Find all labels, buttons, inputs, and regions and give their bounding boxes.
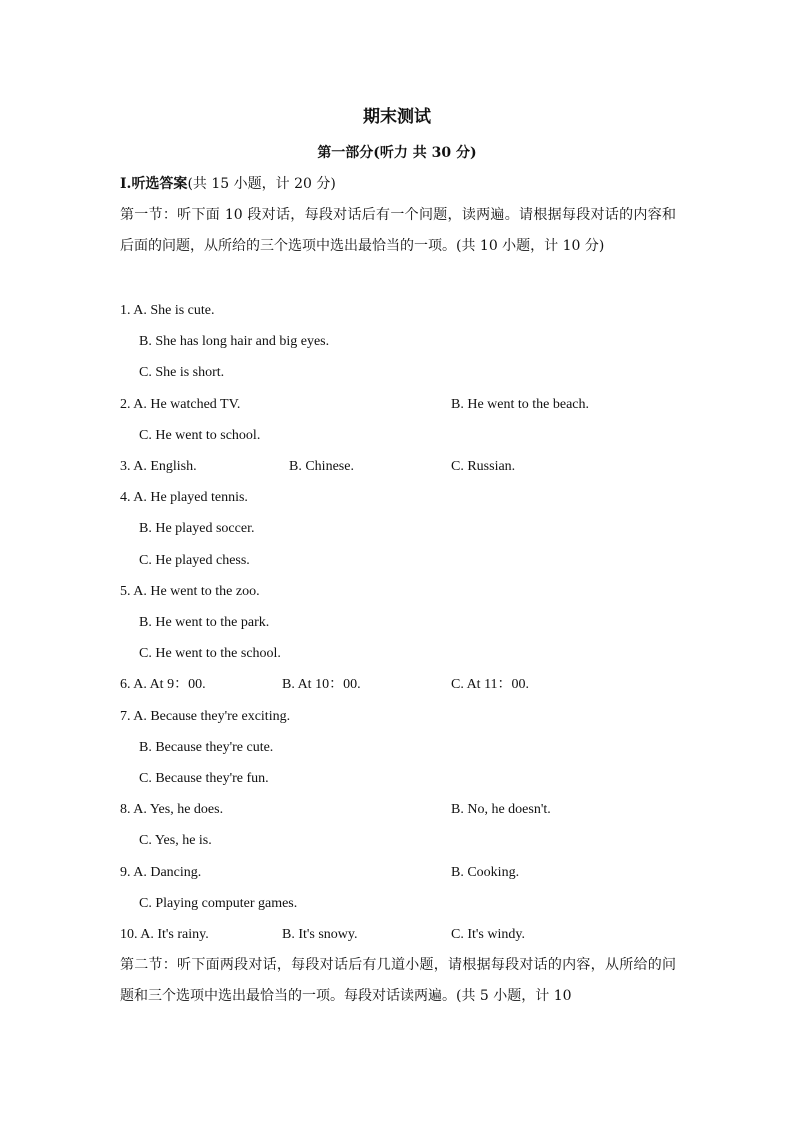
section-number: Ⅰ. bbox=[120, 176, 132, 192]
q5-option-a: 5. A. He went to the zoo. bbox=[120, 584, 260, 599]
q9-option-b: B. Cooking. bbox=[451, 865, 520, 880]
q9-option-a: 9. A. Dancing. bbox=[120, 865, 202, 880]
q5-option-b: B. He went to the park. bbox=[139, 615, 270, 630]
q8-option-c: C. Yes, he is. bbox=[139, 833, 212, 848]
section-note: (共 15 小题，计 20 分) bbox=[187, 176, 336, 192]
q4-option-c: C. He played chess. bbox=[139, 553, 250, 568]
q5-option-c: C. He went to the school. bbox=[139, 646, 281, 661]
instructions-part-1: 第一节：听下面 10 段对话，每段对话后有一个问题，读两遍。请根据每段对话的内容和后面的问题，从所给的三个选项中选出最恰当的一项。(共 10 小题，计 10 分) bbox=[120, 207, 676, 254]
q1-option-b: B. She has long hair and big eyes. bbox=[139, 334, 330, 349]
q7-option-b: B. Because they're cute. bbox=[139, 740, 274, 755]
q6-option-a: 6. A. At 9：00. bbox=[120, 677, 206, 692]
q8-option-a: 8. A. Yes, he does. bbox=[120, 802, 224, 817]
instructions-part-2: 第二节：听下面两段对话，每段对话后有几道小题，请根据每段对话的内容，从所给的问题和三个选项中选出最恰当的一项。每段对话读两遍。(共 5 小题，计 10 bbox=[120, 957, 676, 1004]
q3-option-c: C. Russian. bbox=[451, 459, 516, 474]
q8-option-b: B. No, he doesn't. bbox=[451, 802, 551, 817]
section-heading bbox=[120, 174, 336, 194]
q3-option-a: 3. A. English. bbox=[120, 459, 197, 474]
q2-option-a: 2. A. He watched TV. bbox=[120, 397, 241, 412]
q7-option-c: C. Because they're fun. bbox=[139, 771, 269, 786]
q1-option-c: C. She is short. bbox=[139, 365, 225, 380]
q7-option-a: 7. A. Because they're exciting. bbox=[120, 709, 291, 724]
q6-option-c: C. At 11：00. bbox=[451, 677, 530, 692]
q10-option-a: 10. A. It's rainy. bbox=[120, 927, 209, 942]
q2-option-b: B. He went to the beach. bbox=[451, 397, 590, 412]
q4-option-a: 4. A. He played tennis. bbox=[120, 490, 248, 505]
q6-option-b: B. At 10：00. bbox=[282, 677, 361, 692]
page-title: 期末测试 bbox=[363, 107, 431, 127]
q4-option-b: B. He played soccer. bbox=[139, 521, 255, 536]
q2-option-c: C. He went to school. bbox=[139, 428, 261, 443]
section-heading-text: 听选答案 bbox=[131, 176, 188, 192]
q10-option-c: C. It's windy. bbox=[451, 927, 525, 942]
q1-option-a: 1. A. She is cute. bbox=[120, 303, 215, 318]
q10-option-b: B. It's snowy. bbox=[282, 927, 358, 942]
q9-option-c: C. Playing computer games. bbox=[139, 896, 298, 911]
part-title: 第一部分(听力 共 30 分) bbox=[317, 145, 477, 161]
q3-option-b: B. Chinese. bbox=[289, 459, 354, 474]
